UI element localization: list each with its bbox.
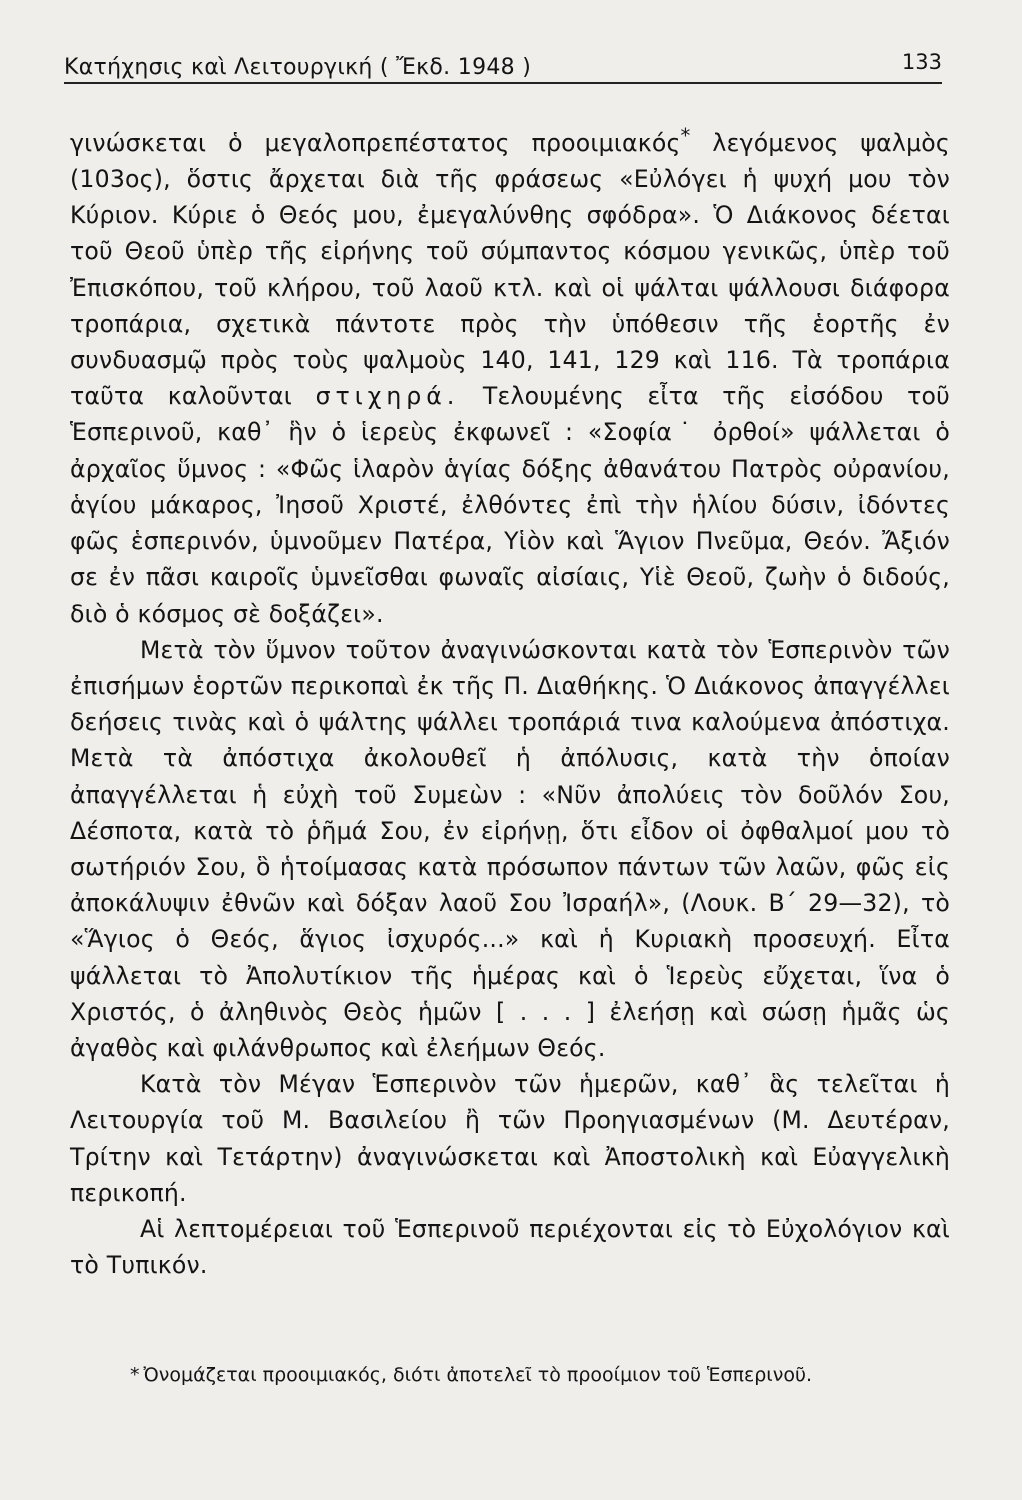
paragraph-1-part-b: λεγόμενος ψαλμὸς (103ος), ὅστις ἄρχεται διὰ τῆς φράσεως «Εὐλόγει ἡ ψυχή μου τὸν Κύριον. Κύριε ὁ Θεός μου, ἐμεγαλύνθης σφόδρα». Ὁ Διάκονος δέεται τοῦ Θεοῦ ὑπὲρ τῆς εἰρήνης τοῦ σύμπαντος κόσμου γενικῶς, ὑπὲρ τοῦ Ἐπισκόπου, τοῦ κλήρου, τοῦ λαοῦ κτλ. καὶ οἱ ψάλται ψάλλουσι διάφορα τροπάρια, σχετικὰ πάντοτε πρὸς τὴν ὑπόθεσιν τῆς ἑορτῆς ἐν συνδυασμῷ πρὸς τοὺς ψαλμοὺς 140, 141, 129 καὶ 116. Τὰ τροπάρια ταῦτα καλοῦνται: [70, 128, 950, 411]
paragraph-1: [70, 118, 950, 632]
main-text: [70, 118, 950, 1283]
page-number: 133: [901, 50, 942, 74]
page-header: [64, 42, 942, 84]
paragraph-2: Μετὰ τὸν ὕμνον τοῦτον ἀναγινώσκονται κατὰ τὸν Ἑσπερινὸν τῶν ἐπισήμων ἑορτῶν περικοπαὶ ἐκ τῆς Π. Διαθήκης. Ὁ Διάκονος ἀπαγγέλλει δεήσεις τινὰς καὶ ὁ ψάλτης ψάλλει τροπάριά τινα καλούμενα ἀπόστιχα. Μετὰ τὰ ἀπόστιχα ἀκολουθεῖ ἡ ἀπόλυσις, κατὰ τὴν ὁποίαν ἀπαγγέλλεται ἡ εὐχὴ τοῦ Συμεὼν : «Νῦν ἀπολύεις τὸν δοῦλόν Σου, Δέσποτα, κατὰ τὸ ῥῆμά Σου, ἐν εἰρήνῃ, ὅτι εἶδον οἱ ὀφθαλμοί μου τὸ σωτήριόν Σου, ὃ ἡτοίμασας κατὰ πρόσωπον πάντων τῶν λαῶν, φῶς εἰς ἀποκάλυψιν ἐθνῶν καὶ δόξαν λαοῦ Σου Ἰσραήλ», (Λουκ. Β΄ 29—32), τὸ «Ἅγιος ὁ Θεός, ἅγιος ἰσχυρός...» καὶ ἡ Κυριακὴ προσευχή. Εἶτα ψάλλεται τὸ Ἀπολυτίκιον τῆς ἡμέρας καὶ ὁ Ἱερεὺς εὔχεται, ἵνα ὁ Χριστός, ὁ ἀληθινὸς Θεὸς ἡμῶν [ . . . ] ἐλεήσῃ καὶ σώσῃ ἡμᾶς ὡς ἀγαθὸς καὶ φιλάνθρωπος καὶ ἐλεήμων Θεός.: [70, 635, 950, 1062]
paragraph-4: Αἱ λεπτομέρειαι τοῦ Ἑσπερινοῦ περιέχονται εἰς τὸ Εὐχολόγιον καὶ τὸ Τυπικόν.: [70, 1214, 950, 1280]
paragraph-3: Κατὰ τὸν Μέγαν Ἑσπερινὸν τῶν ἡμερῶν, καθ᾽ ἃς τελεῖται ἡ Λειτουργία τοῦ Μ. Βασιλείου ἢ τῶν Προηγιασμένων (Μ. Δευτέραν, Τρίτην καὶ Τετάρτην) ἀναγινώσκεται καὶ Ἀποστολικὴ καὶ Εὐαγγελικὴ περικοπή.: [70, 1070, 950, 1207]
spaced-term: στιχηρά.: [315, 382, 460, 411]
footnote-text: Ὀνομάζεται προοιμιακός, διότι ἀποτελεῖ τὸ προοίμιον τοῦ Ἑσπερινοῦ.: [143, 1364, 812, 1386]
running-title: Κατήχησις καὶ Λειτουργική ( Ἔκδ. 1948 ): [64, 55, 532, 80]
footnote-star: *: [130, 1364, 140, 1386]
footnote-marker: *: [680, 124, 691, 147]
paragraph-1-part-a: γινώσκεται ὁ μεγαλοπρεπέστατος προοιμιακός: [70, 128, 681, 157]
paragraph-1-part-c: Τελουμένης εἶτα τῆς εἰσόδου τοῦ Ἑσπερινοῦ, καθ᾽ ἣν ὁ ἱερεὺς ἐκφωνεῖ : «Σοφία˙ ὀρθοί» ψάλλεται ὁ ἀρχαῖος ὕμνος : «Φῶς ἱλαρὸν ἁγίας δόξης ἀθανάτου Πατρὸς οὐρανίου, ἁγίου μάκαρος, Ἰησοῦ Χριστέ, ἐλθόντες ἐπὶ τὴν ἡλίου δύσιν, ἰδόντες φῶς ἑσπερινόν, ὑμνοῦμεν Πατέρα, Υἱὸν καὶ Ἅγιον Πνεῦμα, Θεόν. Ἄξιόν σε ἐν πᾶσι καιροῖς ὑμνεῖσθαι φωναῖς αἰσίαις, Υἱὲ Θεοῦ, ζωὴν ὁ διδούς, διὸ ὁ κόσμος σὲ δοξάζει».: [70, 382, 951, 628]
footnote: [70, 1360, 920, 1390]
